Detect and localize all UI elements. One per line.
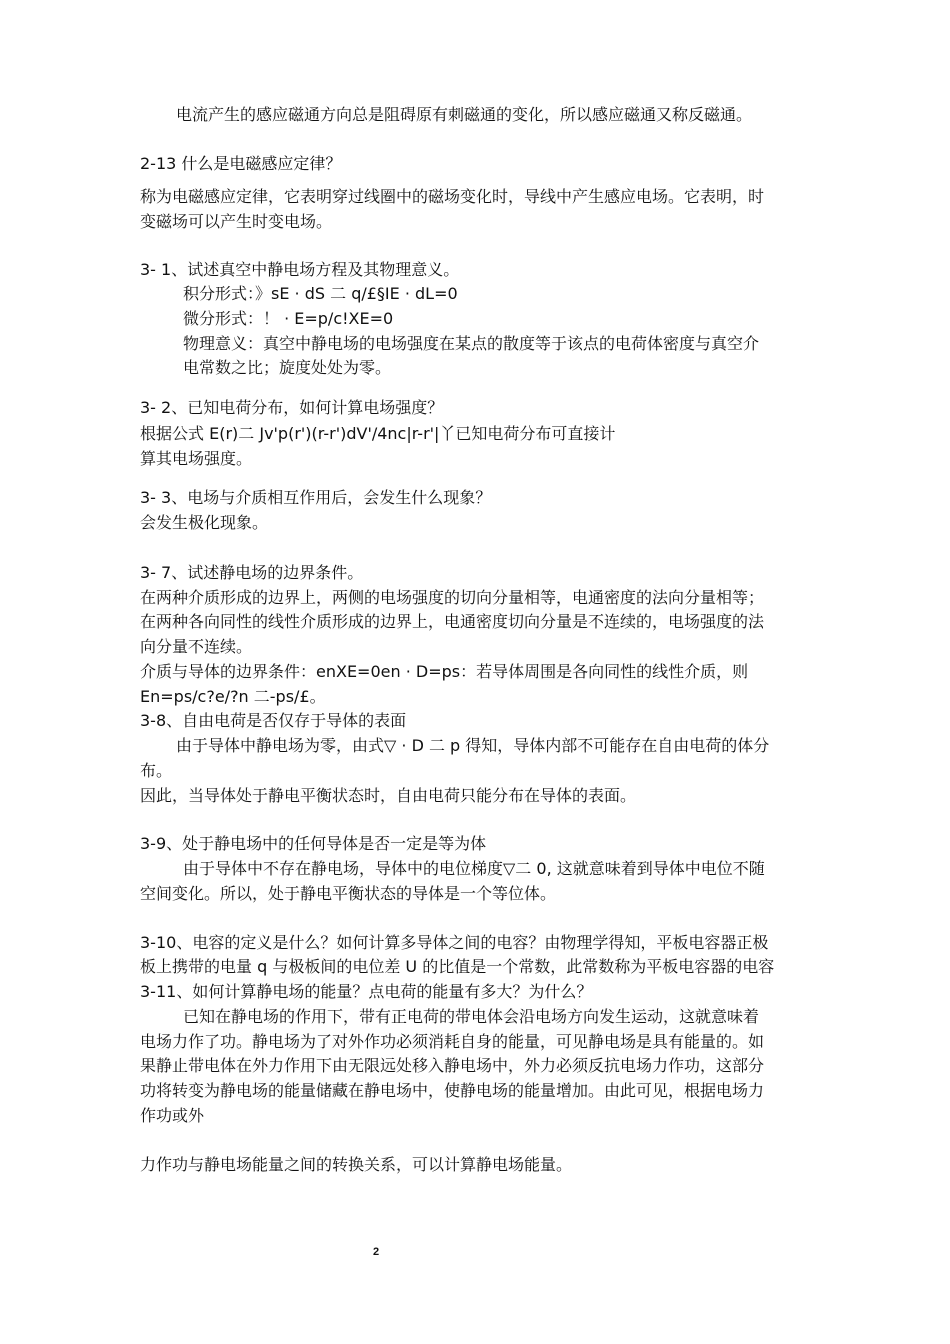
question-heading: 3-10、电容的定义是什么？如何计算多导体之间的电容？由物理学得知，平板电容器正极 [140, 933, 769, 952]
text-line: 在两种介质形成的边界上，两侧的电场强度的切向分量相等，电通密度的法向分量相等； [140, 588, 765, 607]
question-heading: 3-9、处于静电场中的任何导体是否一定是等为体 [140, 834, 487, 853]
text-line: 板上携带的电量 q 与极板间的电位差 U 的比值是一个常数，此常数称为平板电容器的电容 [140, 957, 775, 976]
text-line: 由于导体中不存在静电场，导体中的电位梯度▽二 0, 这就意味着到导体中电位不随 [183, 859, 765, 878]
question-heading: 3-11、如何计算静电场的能量？点电荷的能量有多大？为什么？ [140, 982, 593, 1001]
text-line: 物理意义：真空中静电场的电场强度在某点的散度等于该点的电荷体密度与真空介 [183, 334, 760, 353]
question-heading: 2-13 什么是电磁感应定律？ [140, 154, 342, 173]
formula-line: 微分形式：！ · E=p/c!XE=0 [183, 309, 394, 328]
text-line: 果静止带电体在外力作用下由无限远处移入静电场中，外力必须反抗电场力作功，这部分 [140, 1056, 765, 1075]
text-line: 电流产生的感应磁通方向总是阻碍原有刺磁通的变化，所以感应磁通又称反磁通。 [176, 105, 753, 124]
text-line: 算其电场强度。 [140, 449, 253, 468]
question-heading: 3- 3、电场与介质相互作用后，会发生什么现象？ [140, 488, 492, 507]
question-heading: 3- 2、已知电荷分布，如何计算电场强度？ [140, 398, 444, 417]
text-line: 空间变化。所以，处于静电平衡状态的导体是一个等位体。 [140, 884, 557, 903]
question-heading: 3- 7、试述静电场的边界条件。 [140, 563, 364, 582]
text-line: 变磁场可以产生时变电场。 [140, 212, 333, 231]
text-line: 作功或外 [140, 1106, 205, 1125]
text-line: 由于导体中静电场为零，由式▽ · D 二 p 得知，导体内部不可能存在自由电荷的体分 [176, 736, 770, 755]
text-line: 已知在静电场的作用下，带有正电荷的带电体会沿电场方向发生运动，这就意味着 [183, 1007, 760, 1026]
text-line: 因此，当导体处于静电平衡状态时，自由电荷只能分布在导体的表面。 [140, 786, 637, 805]
text-line: 会发生极化现象。 [140, 513, 269, 532]
text-line: 向分量不连续。 [140, 637, 253, 656]
question-heading: 3-8、自由电荷是否仅存于导体的表面 [140, 711, 407, 730]
text-line: 布。 [140, 761, 173, 780]
text-line: 在两种各向同性的线性介质形成的边界上，电通密度切向分量是不连续的，电场强度的法 [140, 612, 765, 631]
text-line: 力作功与静电场能量之间的转换关系，可以计算静电场能量。 [140, 1155, 573, 1174]
formula-line: En=ps/c?e/?n 二-ps/£。 [140, 687, 326, 706]
text-line: 电常数之比；旋度处处为零。 [183, 358, 392, 377]
question-heading: 3- 1、试述真空中静电场方程及其物理意义。 [140, 260, 460, 279]
formula-line: 积分形式：》sE · dS 二 q/£§IE · dL=0 [183, 284, 458, 303]
text-line: 称为电磁感应定律，它表明穿过线圈中的磁场变化时，导线中产生感应电场。它表明，时 [140, 187, 765, 206]
formula-line: 介质与导体的边界条件：enXE=0en · D=ps：若导体周围是各向同性的线性介质，则 [140, 662, 749, 681]
page-number: 2 [372, 1246, 380, 1258]
text-line: 功将转变为静电场的能量储藏在静电场中，使静电场的能量增加。由此可见，根据电场力 [140, 1081, 765, 1100]
formula-line: 根据公式 E(r)二 Jv'p(r')(r-r')dV'/4nc|r-r'|丫已知电荷分布可直接计 [140, 424, 616, 443]
text-line: 电场力作了功。静电场为了对外作功必须消耗自身的能量，可见静电场是具有能量的。如 [140, 1032, 765, 1051]
